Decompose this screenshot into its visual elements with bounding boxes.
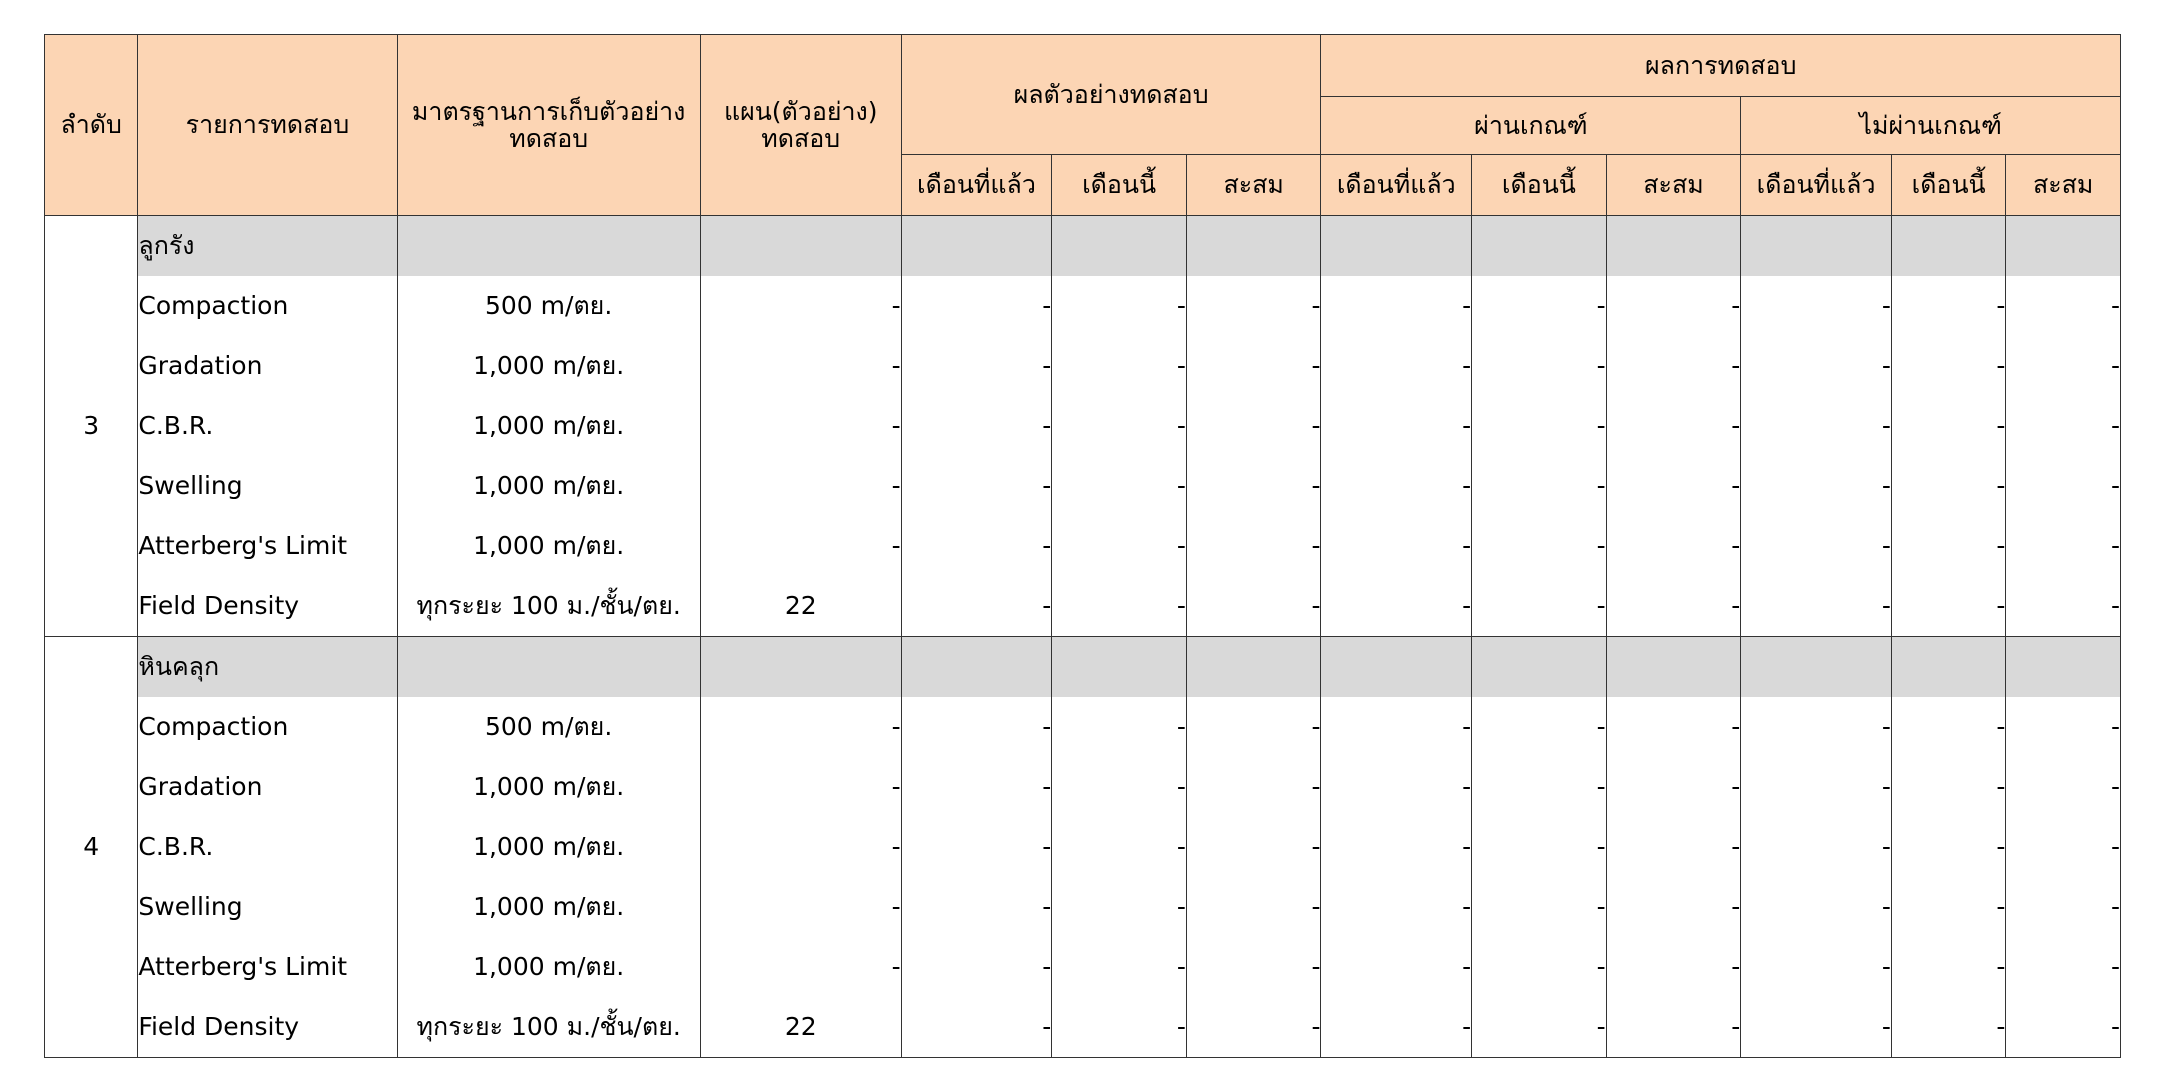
result-value: - xyxy=(1741,817,1892,877)
result-value: - xyxy=(901,456,1052,516)
result-value: - xyxy=(1186,697,1321,757)
result-value: - xyxy=(1472,697,1607,757)
result-value: - xyxy=(1891,276,2005,336)
result-value: - xyxy=(1891,757,2005,817)
group-empty-cell xyxy=(700,637,901,698)
result-value: - xyxy=(1606,516,1741,576)
group-row xyxy=(45,637,2121,698)
result-value: - xyxy=(1321,997,1472,1058)
group-empty-cell xyxy=(1321,216,1472,277)
result-value: - xyxy=(2006,516,2121,576)
result-value: - xyxy=(1891,997,2005,1058)
result-value: - xyxy=(2006,276,2121,336)
header-seq: ลำดับ xyxy=(45,35,138,216)
header-samples-last-month: เดือนที่แล้ว xyxy=(901,155,1052,216)
sampling-standard: 1,000 m/ตย. xyxy=(397,456,700,516)
result-value: - xyxy=(1606,456,1741,516)
result-value: - xyxy=(1052,937,1187,997)
table-row xyxy=(45,336,2121,396)
plan-value: - xyxy=(700,697,901,757)
sampling-standard: 500 m/ตย. xyxy=(397,276,700,336)
result-value: - xyxy=(2006,396,2121,456)
result-value: - xyxy=(1741,997,1892,1058)
table-row xyxy=(45,576,2121,637)
result-value: - xyxy=(1186,877,1321,937)
plan-value: - xyxy=(700,877,901,937)
test-item: Gradation xyxy=(138,757,397,817)
plan-value: - xyxy=(700,516,901,576)
group-empty-cell xyxy=(1052,637,1187,698)
header-pass-last-month: เดือนที่แล้ว xyxy=(1321,155,1472,216)
test-item: Compaction xyxy=(138,697,397,757)
result-value: - xyxy=(1052,456,1187,516)
result-value: - xyxy=(1186,336,1321,396)
result-value: - xyxy=(1052,817,1187,877)
plan-value: 22 xyxy=(700,576,901,637)
result-value: - xyxy=(901,396,1052,456)
result-value: - xyxy=(1741,456,1892,516)
group-empty-cell xyxy=(901,637,1052,698)
result-value: - xyxy=(1186,456,1321,516)
result-value: - xyxy=(1891,877,2005,937)
result-value: - xyxy=(2006,456,2121,516)
header-plan xyxy=(700,35,901,216)
result-value: - xyxy=(1472,576,1607,637)
sampling-standard: 500 m/ตย. xyxy=(397,697,700,757)
header-plan-line1: แผน(ตัวอย่าง) xyxy=(723,96,878,126)
result-value: - xyxy=(1891,576,2005,637)
plan-value: - xyxy=(700,396,901,456)
result-value: - xyxy=(1186,396,1321,456)
plan-value: - xyxy=(700,757,901,817)
result-value: - xyxy=(1891,396,2005,456)
result-value: - xyxy=(1472,396,1607,456)
result-value: - xyxy=(2006,757,2121,817)
sampling-standard: 1,000 m/ตย. xyxy=(397,516,700,576)
plan-value: - xyxy=(700,817,901,877)
result-value: - xyxy=(1321,516,1472,576)
test-item: C.B.R. xyxy=(138,396,397,456)
table-row xyxy=(45,697,2121,757)
sampling-standard: ทุกระยะ 100 ม./ชั้น/ตย. xyxy=(397,997,700,1058)
result-value: - xyxy=(1606,937,1741,997)
header-pass: ผ่านเกณฑ์ xyxy=(1321,97,1741,155)
table-row xyxy=(45,456,2121,516)
result-value: - xyxy=(1321,456,1472,516)
header-results: ผลการทดสอบ xyxy=(1321,35,2121,97)
test-item: C.B.R. xyxy=(138,817,397,877)
result-value: - xyxy=(901,817,1052,877)
result-value: - xyxy=(901,997,1052,1058)
group-seq: 4 xyxy=(45,637,138,1058)
result-value: - xyxy=(2006,877,2121,937)
result-value: - xyxy=(1606,396,1741,456)
table-header xyxy=(45,35,2121,216)
result-value: - xyxy=(1321,276,1472,336)
result-value: - xyxy=(1741,276,1892,336)
result-value: - xyxy=(2006,997,2121,1058)
result-value: - xyxy=(1741,877,1892,937)
result-value: - xyxy=(1472,757,1607,817)
plan-value: - xyxy=(700,937,901,997)
header-pass-this-month: เดือนนี้ xyxy=(1472,155,1607,216)
result-value: - xyxy=(2006,817,2121,877)
table-row xyxy=(45,276,2121,336)
result-value: - xyxy=(901,697,1052,757)
table-row xyxy=(45,396,2121,456)
result-value: - xyxy=(1741,757,1892,817)
result-value: - xyxy=(1891,516,2005,576)
header-standard-line2: ทดสอบ xyxy=(509,124,589,153)
result-value: - xyxy=(2006,576,2121,637)
result-value: - xyxy=(1052,336,1187,396)
plan-value: 22 xyxy=(700,997,901,1058)
result-value: - xyxy=(2006,697,2121,757)
result-value: - xyxy=(1606,276,1741,336)
result-value: - xyxy=(1321,817,1472,877)
group-empty-cell xyxy=(1606,637,1741,698)
table-row xyxy=(45,757,2121,817)
header-plan-line2: ทดสอบ xyxy=(761,124,841,153)
table-row xyxy=(45,877,2121,937)
plan-value: - xyxy=(700,456,901,516)
result-value: - xyxy=(1321,937,1472,997)
sampling-standard: 1,000 m/ตย. xyxy=(397,336,700,396)
result-value: - xyxy=(1052,757,1187,817)
result-value: - xyxy=(1186,757,1321,817)
result-value: - xyxy=(901,576,1052,637)
result-value: - xyxy=(1606,877,1741,937)
result-value: - xyxy=(1472,336,1607,396)
result-value: - xyxy=(901,937,1052,997)
header-fail-cumulative: สะสม xyxy=(2006,155,2121,216)
result-value: - xyxy=(1606,697,1741,757)
result-value: - xyxy=(901,276,1052,336)
result-value: - xyxy=(1472,997,1607,1058)
result-value: - xyxy=(1472,456,1607,516)
result-value: - xyxy=(1472,276,1607,336)
result-value: - xyxy=(1321,757,1472,817)
result-value: - xyxy=(1472,877,1607,937)
group-empty-cell xyxy=(1741,216,1892,277)
header-fail-this-month: เดือนนี้ xyxy=(1891,155,2005,216)
test-item: Swelling xyxy=(138,456,397,516)
group-empty-cell xyxy=(1472,216,1607,277)
result-value: - xyxy=(1321,877,1472,937)
result-value: - xyxy=(1891,937,2005,997)
sampling-standard: 1,000 m/ตย. xyxy=(397,937,700,997)
result-value: - xyxy=(1606,817,1741,877)
group-empty-cell xyxy=(1741,637,1892,698)
group-row xyxy=(45,216,2121,277)
group-empty-cell xyxy=(397,637,700,698)
test-results-table xyxy=(44,34,2121,1058)
result-value: - xyxy=(1606,576,1741,637)
result-value: - xyxy=(1606,757,1741,817)
result-value: - xyxy=(1186,997,1321,1058)
sampling-standard: 1,000 m/ตย. xyxy=(397,877,700,937)
result-value: - xyxy=(1321,396,1472,456)
result-value: - xyxy=(1891,336,2005,396)
test-item: Gradation xyxy=(138,336,397,396)
group-empty-cell xyxy=(1321,637,1472,698)
result-value: - xyxy=(1741,937,1892,997)
header-item: รายการทดสอบ xyxy=(138,35,397,216)
result-value: - xyxy=(1321,336,1472,396)
result-value: - xyxy=(1472,516,1607,576)
test-item: Swelling xyxy=(138,877,397,937)
result-value: - xyxy=(1741,697,1892,757)
result-value: - xyxy=(901,757,1052,817)
group-name: ลูกรัง xyxy=(138,216,397,277)
group-name: หินคลุก xyxy=(138,637,397,698)
sampling-standard: 1,000 m/ตย. xyxy=(397,757,700,817)
test-item: Atterberg's Limit xyxy=(138,937,397,997)
result-value: - xyxy=(1741,396,1892,456)
plan-value: - xyxy=(700,336,901,396)
sampling-standard: 1,000 m/ตย. xyxy=(397,396,700,456)
table-row xyxy=(45,516,2121,576)
test-item: Field Density xyxy=(138,576,397,637)
test-item: Compaction xyxy=(138,276,397,336)
group-empty-cell xyxy=(1186,216,1321,277)
result-value: - xyxy=(1052,396,1187,456)
result-value: - xyxy=(2006,937,2121,997)
group-empty-cell xyxy=(2006,216,2121,277)
result-value: - xyxy=(1052,697,1187,757)
result-value: - xyxy=(1052,997,1187,1058)
group-empty-cell xyxy=(1186,637,1321,698)
table-body xyxy=(45,216,2121,1058)
result-value: - xyxy=(1321,576,1472,637)
table-row xyxy=(45,937,2121,997)
result-value: - xyxy=(1186,516,1321,576)
sampling-standard: 1,000 m/ตย. xyxy=(397,817,700,877)
group-empty-cell xyxy=(397,216,700,277)
result-value: - xyxy=(901,877,1052,937)
header-standard-line1: มาตรฐานการเก็บตัวอย่าง xyxy=(411,96,686,126)
sampling-standard: ทุกระยะ 100 ม./ชั้น/ตย. xyxy=(397,576,700,637)
group-empty-cell xyxy=(1052,216,1187,277)
result-value: - xyxy=(1186,276,1321,336)
result-value: - xyxy=(1472,937,1607,997)
result-value: - xyxy=(901,336,1052,396)
table-row xyxy=(45,997,2121,1058)
result-value: - xyxy=(1606,997,1741,1058)
result-value: - xyxy=(1052,276,1187,336)
result-value: - xyxy=(1891,817,2005,877)
result-value: - xyxy=(1741,336,1892,396)
result-value: - xyxy=(1891,697,2005,757)
result-value: - xyxy=(1186,817,1321,877)
header-samples-this-month: เดือนนี้ xyxy=(1052,155,1187,216)
group-empty-cell xyxy=(2006,637,2121,698)
result-value: - xyxy=(1186,937,1321,997)
result-value: - xyxy=(1052,516,1187,576)
result-value: - xyxy=(1472,817,1607,877)
result-value: - xyxy=(1891,456,2005,516)
header-samples: ผลตัวอย่างทดสอบ xyxy=(901,35,1321,155)
header-pass-cumulative: สะสม xyxy=(1606,155,1741,216)
header-standard xyxy=(397,35,700,216)
group-empty-cell xyxy=(1606,216,1741,277)
result-value: - xyxy=(1186,576,1321,637)
group-seq: 3 xyxy=(45,216,138,637)
result-value: - xyxy=(1741,576,1892,637)
result-value: - xyxy=(1606,336,1741,396)
result-value: - xyxy=(1741,516,1892,576)
group-empty-cell xyxy=(1891,637,2005,698)
header-samples-cumulative: สะสม xyxy=(1186,155,1321,216)
header-fail: ไม่ผ่านเกณฑ์ xyxy=(1741,97,2121,155)
result-value: - xyxy=(901,516,1052,576)
header-fail-last-month: เดือนที่แล้ว xyxy=(1741,155,1892,216)
result-value: - xyxy=(1052,877,1187,937)
test-item: Field Density xyxy=(138,997,397,1058)
group-empty-cell xyxy=(1472,637,1607,698)
table-row xyxy=(45,817,2121,877)
group-empty-cell xyxy=(1891,216,2005,277)
plan-value: - xyxy=(700,276,901,336)
result-value: - xyxy=(1321,697,1472,757)
result-value: - xyxy=(2006,336,2121,396)
group-empty-cell xyxy=(901,216,1052,277)
result-value: - xyxy=(1052,576,1187,637)
group-empty-cell xyxy=(700,216,901,277)
test-item: Atterberg's Limit xyxy=(138,516,397,576)
